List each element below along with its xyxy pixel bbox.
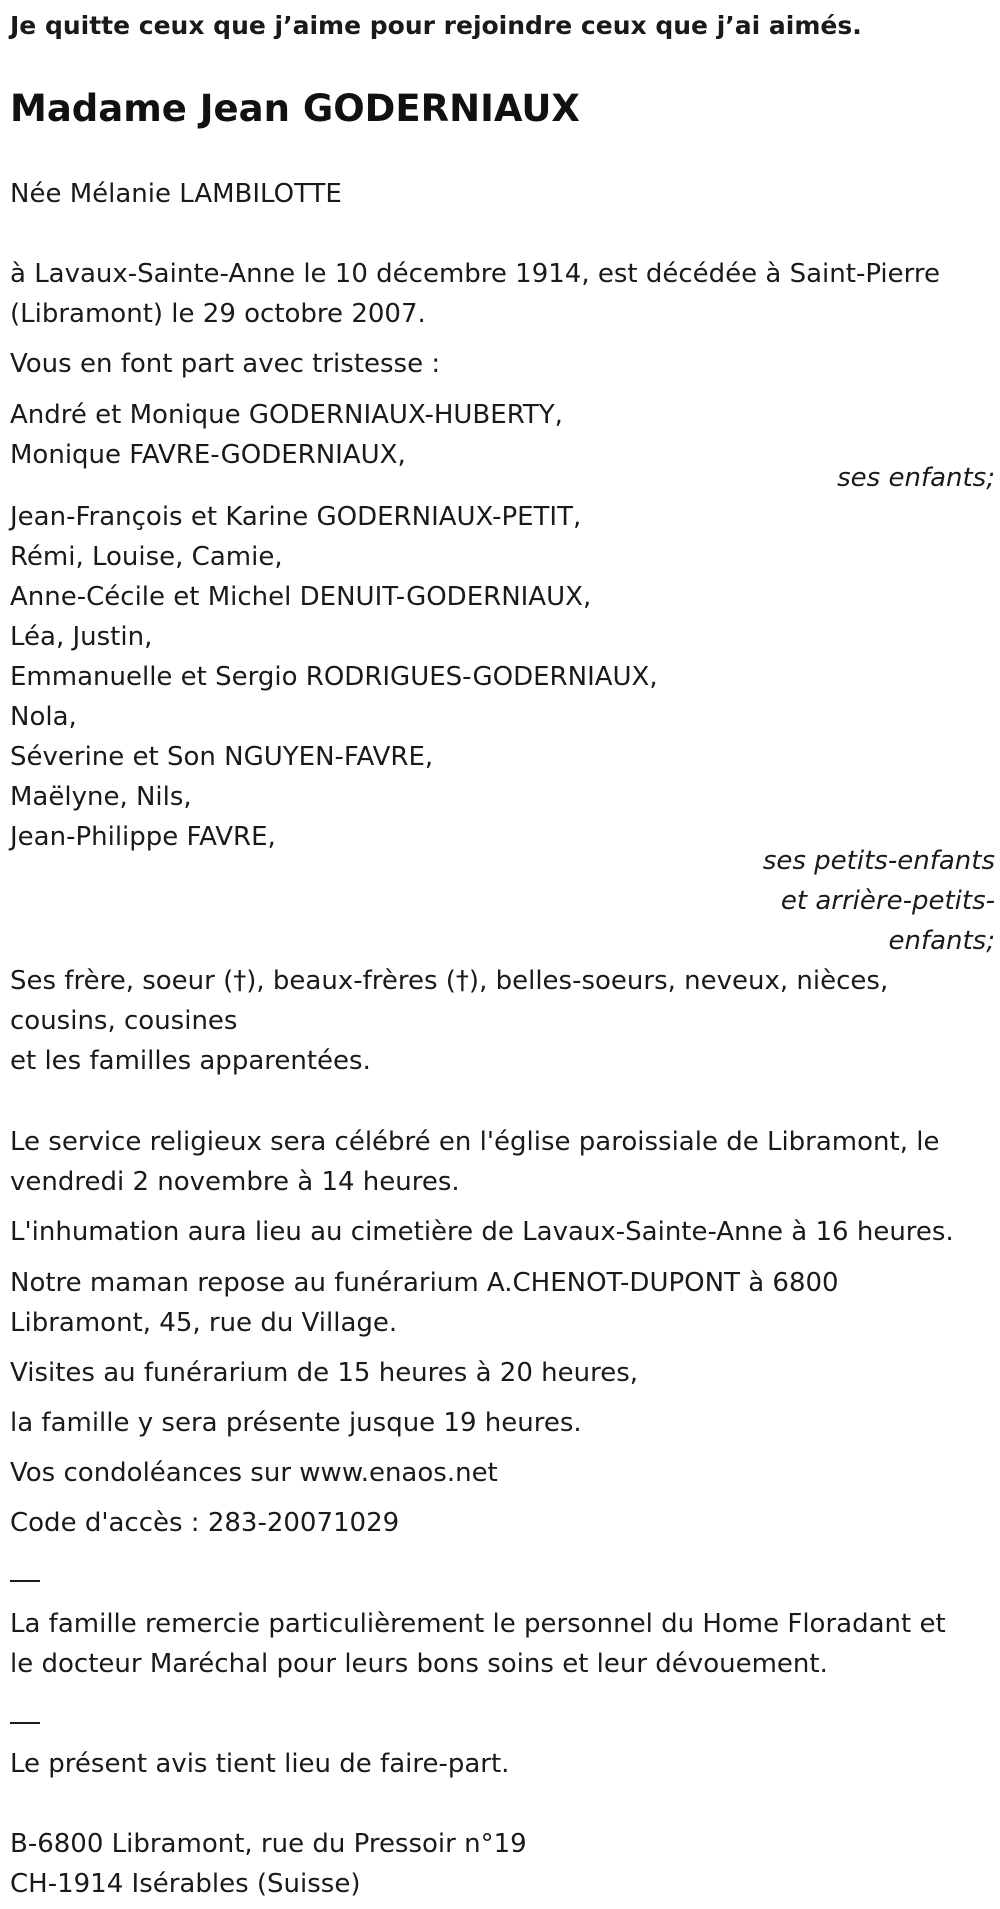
maiden-name: Née Mélanie LAMBILOTTE	[10, 179, 342, 209]
notice-line: Le présent avis tient lieu de faire-part.	[10, 1749, 510, 1779]
grandchild-line: Emmanuelle et Sergio RODRIGUES-GODERNIAUX,	[10, 662, 658, 692]
service-line-2: vendredi 2 novembre à 14 heures.	[10, 1167, 460, 1197]
presence-line: la famille y sera présente jusque 19 heures.	[10, 1408, 582, 1438]
thanks-line-1: La famille remercie particulièrement le personnel du Home Floradant et	[10, 1609, 946, 1639]
grandchild-line: Maëlyne, Nils,	[10, 782, 192, 812]
grandchild-line: Anne-Cécile et Michel DENUIT-GODERNIAUX,	[10, 582, 592, 612]
thanks-line-2: le docteur Maréchal pour leurs bons soins et leur dévouement.	[10, 1649, 828, 1679]
grandchild-line: Léa, Justin,	[10, 622, 153, 652]
service-line-1: Le service religieux sera célébré en l'église paroissiale de Libramont, le	[10, 1127, 940, 1157]
family-line-2: cousins, cousines	[10, 1006, 238, 1036]
grandchild-line: Nola,	[10, 702, 77, 732]
rest-line-2: Libramont, 45, rue du Village.	[10, 1308, 398, 1338]
grandchildren-label-3: enfants;	[888, 926, 995, 956]
birth-death-line-1: à Lavaux-Sainte-Anne le 10 décembre 1914, est décédée à Saint-Pierre	[10, 259, 940, 289]
announcement: Vous en font part avec tristesse :	[10, 349, 441, 379]
grandchildren-label-2: et arrière-petits-	[780, 886, 995, 916]
access-code-line: Code d'accès : 283-20071029	[10, 1508, 400, 1538]
opening-quote: Je quitte ceux que j’aime pour rejoindre ceux que j’ai aimés.	[10, 11, 862, 40]
rest-line-1: Notre maman repose au funérarium A.CHENOT-DUPONT à 6800	[10, 1268, 839, 1298]
birth-death-line-2: (Libramont) le 29 octobre 2007.	[10, 299, 426, 329]
family-line-1: Ses frère, soeur (†), beaux-frères (†), belles-soeurs, neveux, nièces,	[10, 966, 889, 996]
grandchild-line: Rémi, Louise, Camie,	[10, 542, 283, 572]
separator	[10, 1580, 40, 1582]
grandchild-line: Séverine et Son NGUYEN-FAVRE,	[10, 742, 434, 772]
family-line-3: et les familles apparentées.	[10, 1046, 371, 1076]
children-label: ses enfants;	[837, 463, 995, 493]
child-line: André et Monique GODERNIAUX-HUBERTY,	[10, 400, 563, 430]
address-line: B-6800 Libramont, rue du Pressoir n°19	[10, 1829, 527, 1859]
grandchild-line: Jean-Philippe FAVRE,	[10, 822, 276, 852]
child-line: Monique FAVRE-GODERNIAUX,	[10, 440, 406, 470]
separator	[10, 1722, 40, 1724]
address-line: CH-1914 Isérables (Suisse)	[10, 1869, 361, 1899]
grandchild-line: Jean-François et Karine GODERNIAUX-PETIT,	[10, 502, 582, 532]
condolences-line: Vos condoléances sur www.enaos.net	[10, 1458, 498, 1488]
deceased-name: Madame Jean GODERNIAUX	[10, 87, 580, 130]
grandchildren-label-1: ses petits-enfants	[762, 846, 995, 876]
burial-line: L'inhumation aura lieu au cimetière de Lavaux-Sainte-Anne à 16 heures.	[10, 1217, 954, 1247]
visits-line: Visites au funérarium de 15 heures à 20 heures,	[10, 1358, 639, 1388]
